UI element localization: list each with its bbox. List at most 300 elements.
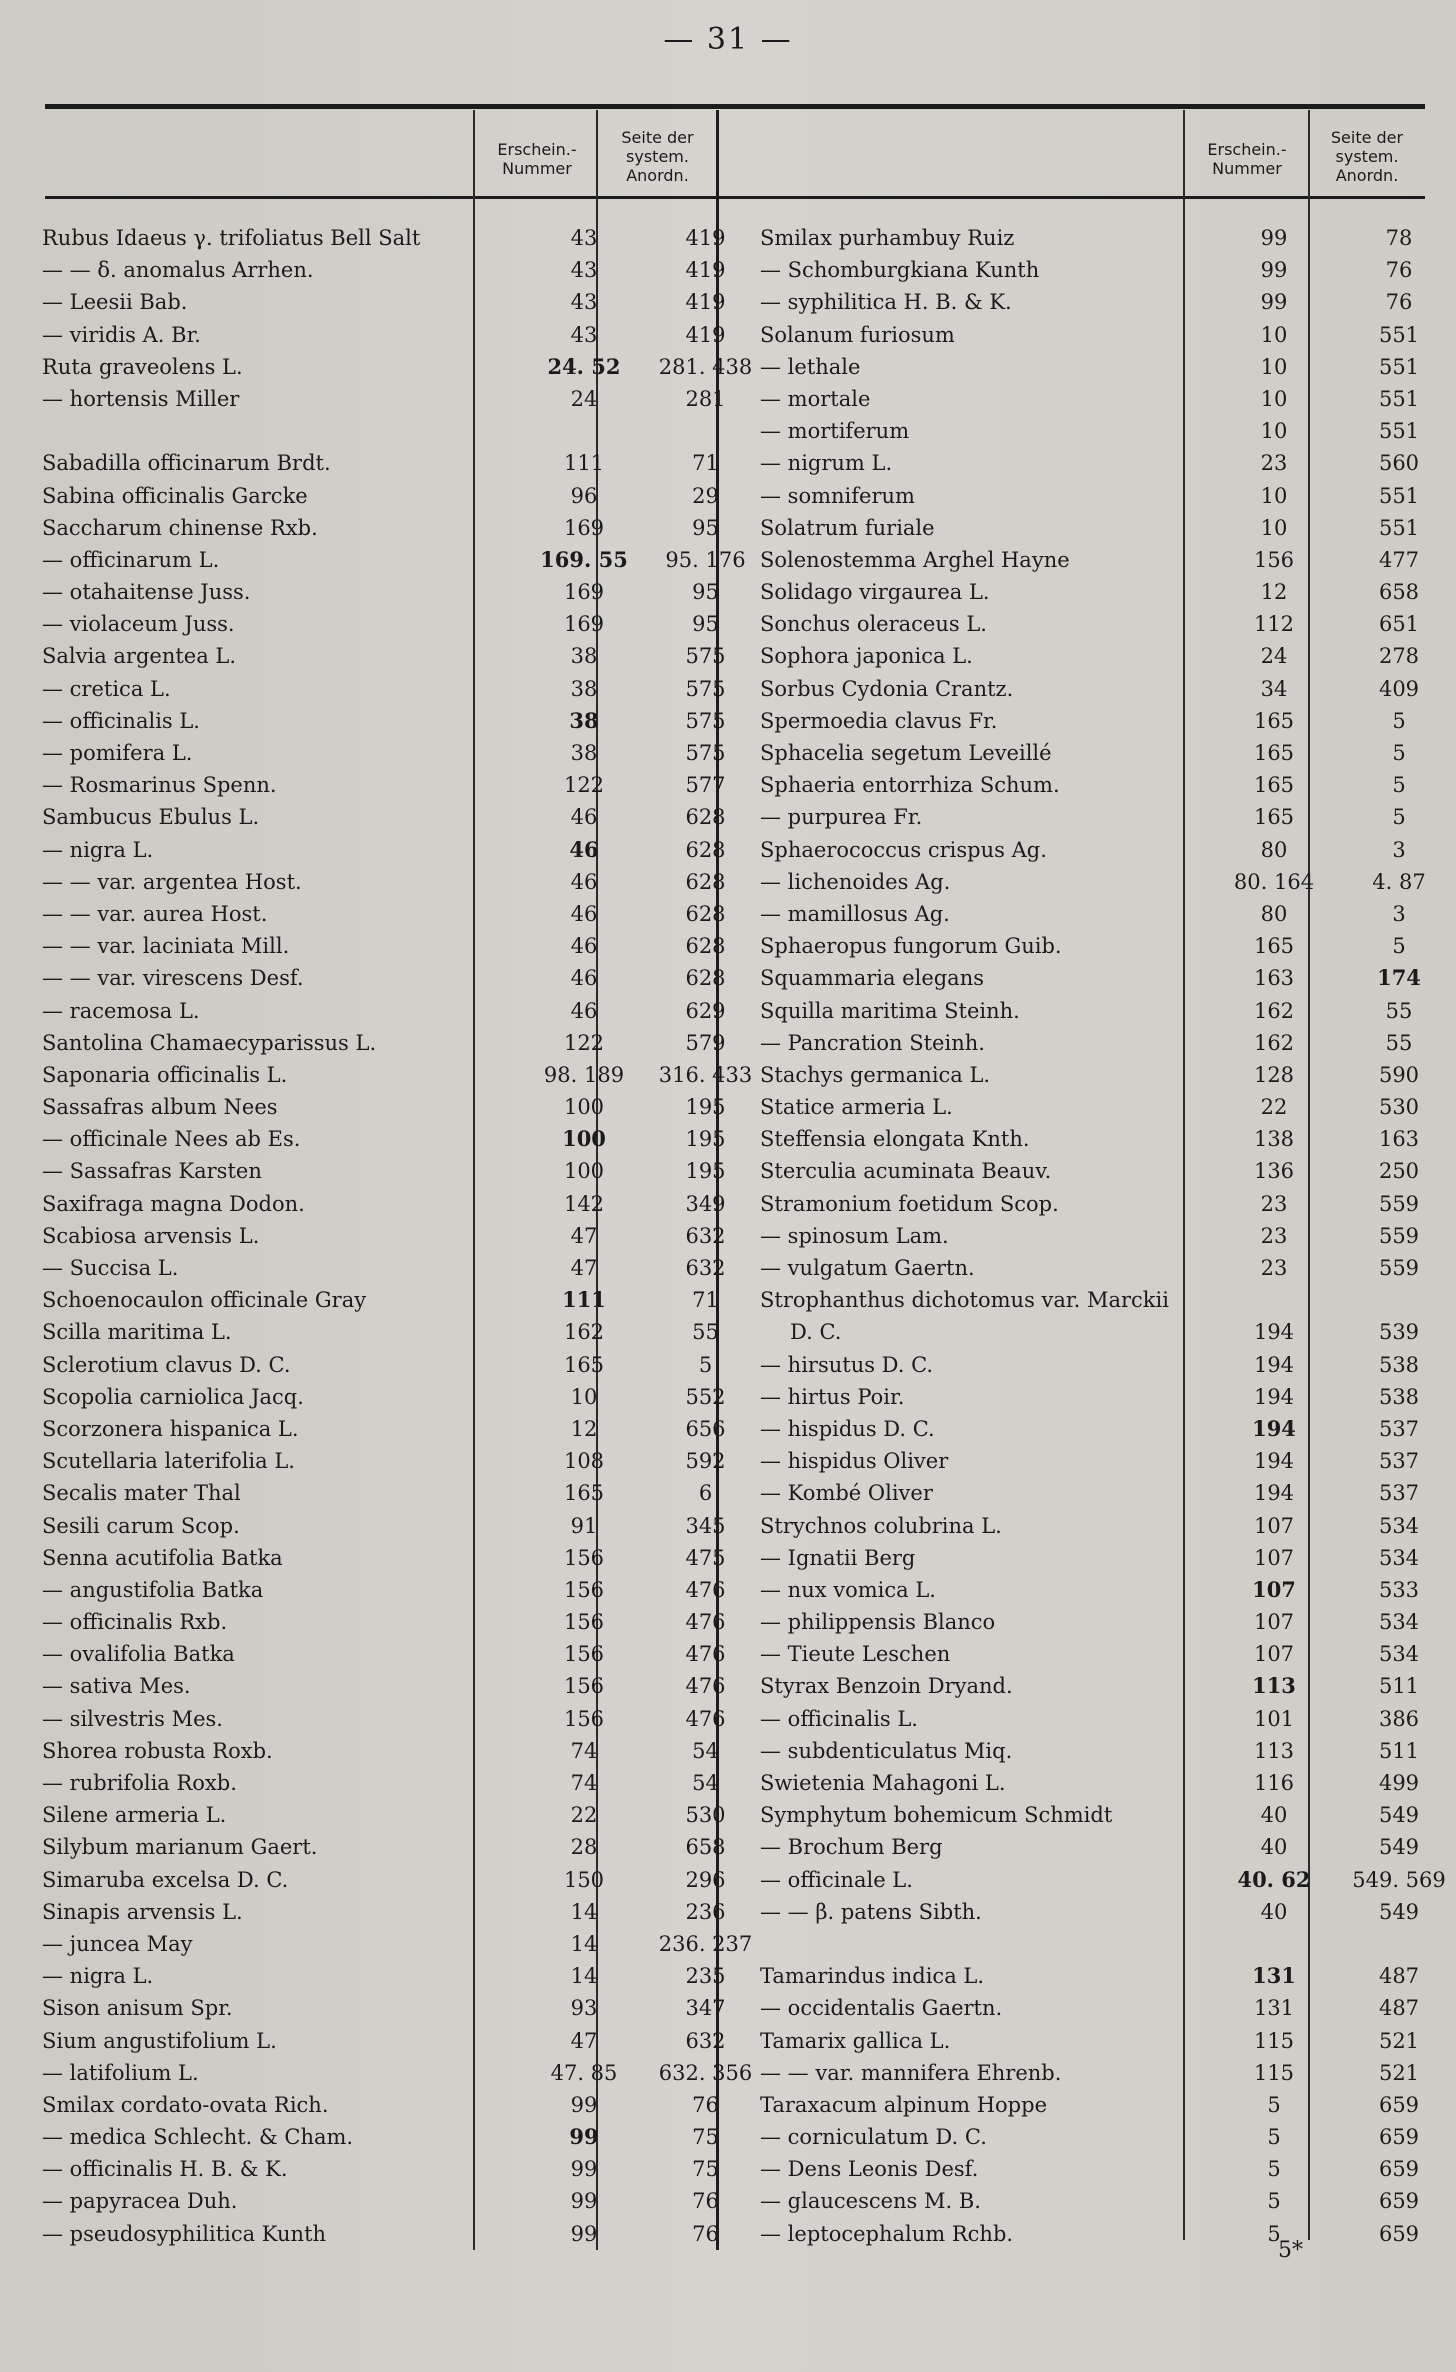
table-row bbox=[42, 1284, 762, 1316]
table-row bbox=[42, 1316, 762, 1348]
plant-name: — Schomburgkiana Kunth bbox=[760, 258, 1040, 283]
plant-name: Santolina Chamaecyparissus L. bbox=[42, 1030, 377, 1055]
page-reference: 475 bbox=[685, 1545, 726, 1570]
plant-name: — lethale bbox=[760, 354, 861, 379]
table-row bbox=[760, 1220, 1456, 1252]
issue-number: 169 bbox=[563, 612, 605, 637]
issue-number: 116 bbox=[1253, 1771, 1295, 1795]
plant-name: — officinale L. bbox=[760, 1867, 913, 1892]
plant-name: Solanum furiosum bbox=[760, 322, 955, 347]
issue-number: 23 bbox=[1260, 1191, 1288, 1216]
plant-name: Sabadilla officinarum Brdt. bbox=[42, 451, 331, 476]
table-row bbox=[42, 1477, 762, 1509]
table-row bbox=[42, 1960, 762, 1992]
plant-name: Scutellaria laterifolia L. bbox=[42, 1449, 295, 1474]
page-reference: 560 bbox=[1378, 451, 1420, 476]
page-reference: 281. 438 bbox=[658, 354, 753, 379]
page-reference: 539 bbox=[1378, 1320, 1420, 1345]
issue-number: 5 bbox=[1267, 2092, 1281, 2117]
page-reference: 5 bbox=[1392, 773, 1406, 798]
table-row bbox=[760, 608, 1456, 640]
issue-number: 165 bbox=[563, 1481, 605, 1506]
issue-number: 47 bbox=[570, 1223, 598, 1248]
page-reference: 5 bbox=[1392, 741, 1406, 765]
table-row bbox=[760, 1896, 1456, 1928]
table-row bbox=[760, 1928, 1456, 1960]
table-row bbox=[760, 1767, 1456, 1799]
table-row bbox=[42, 1638, 762, 1670]
plant-name: Scabiosa arvensis L. bbox=[42, 1223, 260, 1248]
issue-number: 99 bbox=[1260, 290, 1288, 315]
page-reference: 55 bbox=[692, 1320, 719, 1345]
page-reference: 632 bbox=[685, 1256, 726, 1280]
issue-number: 113 bbox=[1253, 1738, 1295, 1763]
table-row bbox=[42, 544, 762, 576]
page-reference: 559 bbox=[1378, 1256, 1420, 1280]
page-reference: 419 bbox=[685, 322, 726, 347]
issue-number: 112 bbox=[1253, 612, 1295, 637]
plant-name: Silene armeria L. bbox=[42, 1803, 227, 1828]
page-reference: 195 bbox=[685, 1127, 726, 1152]
page-reference: 534 bbox=[1378, 1545, 1420, 1570]
page-reference: 476 bbox=[685, 1642, 726, 1667]
plant-name: Taraxacum alpinum Hoppe bbox=[760, 2092, 1047, 2117]
plant-name: — leptocephalum Rchb. bbox=[760, 2221, 1014, 2246]
table-row bbox=[760, 415, 1456, 447]
page-reference: 236 bbox=[685, 1899, 726, 1924]
table-row bbox=[760, 866, 1456, 898]
page-reference: 632 bbox=[685, 1223, 726, 1248]
page-reference: 29 bbox=[692, 483, 719, 508]
page-reference: 551 bbox=[1378, 483, 1420, 508]
issue-number: 24 bbox=[1260, 644, 1288, 669]
issue-number: 34 bbox=[1260, 676, 1288, 701]
page-reference: 530 bbox=[685, 1803, 726, 1828]
issue-number: 98. 189 bbox=[543, 1062, 625, 1087]
table-row bbox=[760, 705, 1456, 737]
issue-number: 194 bbox=[1253, 1481, 1295, 1506]
table-row bbox=[760, 1349, 1456, 1381]
issue-number: 163 bbox=[1253, 966, 1295, 991]
plant-name: Smilax purhambuy Ruiz bbox=[760, 226, 1015, 250]
issue-number: 91 bbox=[570, 1513, 598, 1538]
page-reference: 75 bbox=[692, 2125, 719, 2150]
table-row bbox=[760, 1445, 1456, 1477]
issue-number: 46 bbox=[570, 869, 598, 894]
table-row bbox=[42, 1767, 762, 1799]
page-reference: 521 bbox=[1378, 2060, 1420, 2085]
issue-number: 46 bbox=[569, 836, 599, 862]
page-reference: 628 bbox=[685, 837, 726, 862]
page-reference: 632. 356 bbox=[658, 2060, 753, 2085]
table-top-rule bbox=[45, 104, 1425, 109]
issue-number: 24 bbox=[570, 386, 598, 411]
table-row bbox=[760, 1091, 1456, 1123]
issue-number: 100 bbox=[563, 1159, 605, 1184]
page-reference: 5 bbox=[1392, 708, 1406, 733]
issue-number: 138 bbox=[1253, 1127, 1295, 1152]
plant-name: — mortiferum bbox=[760, 419, 910, 444]
issue-number: 142 bbox=[563, 1191, 605, 1216]
page-reference: 5 bbox=[698, 1352, 713, 1377]
issue-number: 162 bbox=[1253, 998, 1295, 1023]
page-reference: 4. 87 bbox=[1372, 869, 1426, 894]
table-row bbox=[42, 351, 762, 383]
right-index-column bbox=[760, 222, 1456, 2250]
table-row bbox=[760, 769, 1456, 801]
issue-number: 38 bbox=[570, 741, 598, 765]
table-row bbox=[760, 1059, 1456, 1091]
plant-name: Sium angustifolium L. bbox=[42, 2028, 277, 2053]
page-reference: 76 bbox=[692, 2221, 719, 2246]
plant-name: — ovalifolia Batka bbox=[42, 1642, 235, 1667]
page-reference: 579 bbox=[685, 1030, 726, 1055]
page-reference: 628 bbox=[685, 966, 726, 991]
table-row bbox=[42, 415, 762, 447]
table-row bbox=[760, 1831, 1456, 1863]
table-row bbox=[42, 319, 762, 351]
issue-number: 46 bbox=[570, 901, 598, 926]
plant-name: — racemosa L. bbox=[42, 998, 200, 1023]
page-reference: 659 bbox=[1378, 2221, 1420, 2246]
issue-number: 43 bbox=[570, 290, 598, 315]
page-reference: 296 bbox=[685, 1867, 726, 1892]
page-reference: 71 bbox=[692, 451, 719, 476]
plant-name: — Succisa L. bbox=[42, 1256, 179, 1280]
table-row bbox=[760, 1574, 1456, 1606]
page-reference: 419 bbox=[685, 226, 726, 250]
table-row bbox=[760, 2218, 1456, 2250]
table-row bbox=[42, 2057, 762, 2089]
table-row bbox=[42, 866, 762, 898]
page-reference: 656 bbox=[685, 1416, 726, 1441]
issue-number: 10 bbox=[570, 1384, 598, 1409]
plant-name: Statice armeria L. bbox=[760, 1095, 953, 1120]
table-row bbox=[760, 1606, 1456, 1638]
plant-name: — Pancration Steinh. bbox=[760, 1030, 985, 1055]
issue-number: 150 bbox=[563, 1867, 605, 1892]
plant-name: Sison anisum Spr. bbox=[42, 1996, 233, 2021]
table-row bbox=[760, 512, 1456, 544]
plant-name: — — β. patens Sibth. bbox=[760, 1899, 982, 1924]
page-reference: 537 bbox=[1378, 1481, 1420, 1506]
page-reference: 476 bbox=[685, 1674, 726, 1699]
plant-name: — vulgatum Gaertn. bbox=[760, 1256, 975, 1280]
page-reference: 538 bbox=[1378, 1352, 1420, 1377]
page-reference: 476 bbox=[685, 1706, 726, 1731]
plant-name: Stramonium foetidum Scop. bbox=[760, 1191, 1059, 1216]
page-reference: 195 bbox=[685, 1159, 726, 1184]
table-row bbox=[42, 1928, 762, 1960]
issue-number: 5 bbox=[1267, 2221, 1281, 2246]
table-row bbox=[760, 2025, 1456, 2057]
page-reference: 281 bbox=[685, 386, 726, 411]
plant-name: Sphaerococcus crispus Ag. bbox=[760, 837, 1047, 862]
issue-number: 10 bbox=[1260, 483, 1288, 508]
table-row bbox=[760, 1284, 1456, 1316]
issue-number: 99 bbox=[1260, 226, 1288, 250]
page-reference: 537 bbox=[1378, 1449, 1420, 1474]
issue-number: 162 bbox=[563, 1320, 605, 1345]
issue-number: 22 bbox=[570, 1803, 598, 1828]
plant-name: — officinalis H. B. & K. bbox=[42, 2157, 288, 2182]
page-reference: 659 bbox=[1378, 2189, 1420, 2214]
plant-name: Solidago virgaurea L. bbox=[760, 580, 990, 605]
page-reference: 549 bbox=[1378, 1803, 1420, 1828]
table-row bbox=[760, 383, 1456, 415]
issue-number: 38 bbox=[570, 644, 598, 669]
plant-name: — — var. virescens Desf. bbox=[42, 966, 304, 991]
issue-number: 100 bbox=[562, 1126, 606, 1152]
issue-number: 99 bbox=[569, 2124, 599, 2150]
table-row bbox=[42, 995, 762, 1027]
table-row bbox=[42, 1027, 762, 1059]
issue-number: 128 bbox=[1253, 1062, 1295, 1087]
issue-number: 169. 55 bbox=[540, 546, 628, 572]
issue-number: 10 bbox=[1260, 419, 1288, 444]
page-reference: 195 bbox=[685, 1095, 726, 1120]
plant-name: Rubus Idaeus γ. trifoliatus Bell Salt bbox=[42, 226, 421, 250]
plant-name: Strophanthus dichotomus var. Marckii bbox=[760, 1288, 1169, 1313]
table-row bbox=[42, 673, 762, 705]
page-reference: 534 bbox=[1378, 1610, 1420, 1635]
page-reference: 419 bbox=[685, 290, 726, 315]
page-reference: 552 bbox=[685, 1384, 726, 1409]
table-row bbox=[760, 995, 1456, 1027]
page-reference: 628 bbox=[685, 869, 726, 894]
table-row bbox=[760, 962, 1456, 994]
page-reference: 499 bbox=[1378, 1771, 1420, 1795]
issue-number: 165 bbox=[1253, 805, 1295, 830]
page-reference: 71 bbox=[692, 1288, 719, 1313]
table-row bbox=[42, 705, 762, 737]
page-reference: 54 bbox=[692, 1738, 719, 1763]
plant-name: Sambucus Ebulus L. bbox=[42, 805, 260, 830]
plant-name: Sophora japonica L. bbox=[760, 644, 973, 669]
issue-number: 23 bbox=[1260, 451, 1288, 476]
page-reference: 629 bbox=[685, 998, 726, 1023]
plant-name: Sphaeria entorrhiza Schum. bbox=[760, 773, 1060, 798]
table-row bbox=[42, 1059, 762, 1091]
page-reference: 534 bbox=[1378, 1513, 1420, 1538]
page-reference: 349 bbox=[685, 1191, 726, 1216]
table-row bbox=[760, 1413, 1456, 1445]
plant-name: — subdenticulatus Miq. bbox=[760, 1738, 1013, 1763]
plant-name: Sorbus Cydonia Crantz. bbox=[760, 676, 1014, 701]
plant-name: — nigrum L. bbox=[760, 451, 893, 476]
issue-number: 111 bbox=[562, 1287, 606, 1313]
page-reference: 409 bbox=[1378, 676, 1420, 701]
page-reference: 55 bbox=[1385, 998, 1413, 1023]
page-reference: 386 bbox=[1378, 1706, 1420, 1731]
issue-number: 156 bbox=[563, 1706, 605, 1731]
page-reference: 76 bbox=[1385, 290, 1413, 315]
table-row bbox=[42, 1349, 762, 1381]
plant-name: — — var. mannifera Ehrenb. bbox=[760, 2060, 1062, 2085]
plant-name: Spermoedia clavus Fr. bbox=[760, 708, 998, 733]
plant-name: Sabina officinalis Garcke bbox=[42, 483, 308, 508]
page-reference: 575 bbox=[685, 676, 726, 701]
page-reference: 628 bbox=[685, 805, 726, 830]
plant-name: Smilax cordato-ovata Rich. bbox=[42, 2092, 329, 2117]
issue-number: 38 bbox=[569, 707, 599, 733]
issue-number: 194 bbox=[1253, 1320, 1295, 1345]
plant-name: Sinapis arvensis L. bbox=[42, 1899, 243, 1924]
issue-number: 5 bbox=[1267, 2189, 1281, 2214]
issue-number: 107 bbox=[1252, 1576, 1296, 1602]
page-reference: 250 bbox=[1378, 1159, 1420, 1184]
page-reference: 628 bbox=[685, 934, 726, 959]
table-row bbox=[42, 222, 762, 254]
page-reference: 559 bbox=[1378, 1223, 1420, 1248]
page-reference: 174 bbox=[1377, 965, 1421, 991]
plant-name: — officinarum L. bbox=[42, 547, 220, 572]
plant-name: — pomifera L. bbox=[42, 741, 193, 765]
page-reference: 549 bbox=[1378, 1835, 1420, 1860]
issue-number: 40 bbox=[1260, 1899, 1288, 1924]
page-reference: 76 bbox=[1385, 258, 1413, 283]
table-row bbox=[42, 447, 762, 479]
table-row bbox=[760, 1703, 1456, 1735]
table-row bbox=[760, 1188, 1456, 1220]
issue-number: 156 bbox=[563, 1610, 605, 1635]
issue-number: 156 bbox=[1253, 547, 1295, 572]
plant-name: — otahaitense Juss. bbox=[42, 580, 251, 605]
page-reference: 559 bbox=[1378, 1191, 1420, 1216]
table-row bbox=[760, 480, 1456, 512]
table-row bbox=[42, 1155, 762, 1187]
table-row bbox=[42, 2218, 762, 2250]
issue-number: 24. 52 bbox=[547, 353, 621, 379]
table-row bbox=[760, 898, 1456, 930]
plant-name: D. C. bbox=[790, 1320, 842, 1345]
page-reference: 54 bbox=[692, 1771, 719, 1795]
table-row bbox=[42, 608, 762, 640]
table-row bbox=[42, 2025, 762, 2057]
issue-number: 169 bbox=[563, 515, 605, 540]
plant-name: — syphilitica H. B. & K. bbox=[760, 290, 1012, 315]
plant-name: Sphaeropus fungorum Guib. bbox=[760, 934, 1062, 959]
issue-number: 80. 164 bbox=[1233, 869, 1315, 894]
table-row bbox=[760, 673, 1456, 705]
table-header-rule bbox=[45, 196, 1425, 199]
table-row bbox=[42, 1574, 762, 1606]
plant-name: Simaruba excelsa D. C. bbox=[42, 1867, 289, 1892]
plant-name: — juncea May bbox=[42, 1931, 193, 1956]
table-row bbox=[42, 1413, 762, 1445]
issue-number: 46 bbox=[570, 805, 598, 830]
page-reference: 95 bbox=[692, 515, 719, 540]
issue-number: 14 bbox=[570, 1899, 598, 1924]
plant-name: — hirsutus D. C. bbox=[760, 1352, 934, 1377]
plant-name: — officinalis L. bbox=[42, 708, 200, 733]
plant-name: — pseudosyphilitica Kunth bbox=[42, 2221, 327, 2246]
page-reference: 551 bbox=[1378, 354, 1420, 379]
table-row bbox=[760, 1735, 1456, 1767]
plant-name: — hirtus Poir. bbox=[760, 1384, 905, 1409]
table-row bbox=[760, 834, 1456, 866]
plant-name: Squilla maritima Steinh. bbox=[760, 998, 1020, 1023]
plant-name: — — var. laciniata Mill. bbox=[42, 934, 290, 959]
issue-number: 14 bbox=[570, 1964, 598, 1989]
table-row bbox=[760, 222, 1456, 254]
plant-name: — Kombé Oliver bbox=[760, 1481, 933, 1506]
plant-name: — Rosmarinus Spenn. bbox=[42, 773, 277, 798]
table-row bbox=[42, 962, 762, 994]
issue-number: 101 bbox=[1253, 1706, 1295, 1731]
table-row bbox=[760, 286, 1456, 318]
issue-number: 169 bbox=[563, 580, 605, 605]
plant-name: Sesili carum Scop. bbox=[42, 1513, 240, 1538]
table-row bbox=[42, 2185, 762, 2217]
table-row bbox=[760, 2153, 1456, 2185]
issue-number: 5 bbox=[1267, 2157, 1281, 2182]
issue-number: 122 bbox=[563, 1030, 605, 1055]
left-index-column bbox=[42, 222, 762, 2250]
issue-number: 108 bbox=[563, 1449, 605, 1474]
table-row bbox=[42, 898, 762, 930]
issue-number: 194 bbox=[1253, 1352, 1295, 1377]
signature-mark: 5* bbox=[1278, 2238, 1303, 2263]
plant-name: Scopolia carniolica Jacq. bbox=[42, 1384, 304, 1409]
page-reference: 511 bbox=[1378, 1738, 1420, 1763]
table-row bbox=[760, 1992, 1456, 2024]
page-reference: 549 bbox=[1378, 1899, 1420, 1924]
issue-number: 12 bbox=[570, 1416, 598, 1441]
plant-name: — nigra L. bbox=[42, 837, 154, 862]
issue-number: 40 bbox=[1260, 1835, 1288, 1860]
table-row bbox=[42, 1510, 762, 1542]
page-reference: 659 bbox=[1378, 2157, 1420, 2182]
page-reference: 476 bbox=[685, 1577, 726, 1602]
plant-name: Sclerotium clavus D. C. bbox=[42, 1352, 291, 1377]
issue-number: 107 bbox=[1253, 1610, 1295, 1635]
table-row bbox=[42, 383, 762, 415]
issue-number: 165 bbox=[1253, 741, 1295, 765]
left-header-page: Seite der system. Anordn. bbox=[621, 128, 694, 185]
plant-name: Sphacelia segetum Leveillé bbox=[760, 741, 1052, 765]
page-reference: 533 bbox=[1378, 1577, 1420, 1602]
page-reference: 6 bbox=[698, 1481, 713, 1506]
table-row bbox=[760, 1123, 1456, 1155]
issue-number: 5 bbox=[1267, 2125, 1281, 2150]
plant-name: Swietenia Mahagoni L. bbox=[760, 1771, 1006, 1795]
table-row bbox=[42, 1703, 762, 1735]
table-row bbox=[760, 2057, 1456, 2089]
table-row bbox=[42, 1220, 762, 1252]
plant-name: — spinosum Lam. bbox=[760, 1223, 949, 1248]
plant-name: Saponaria officinalis L. bbox=[42, 1062, 288, 1087]
issue-number: 47 bbox=[570, 1256, 598, 1280]
table-row bbox=[760, 1960, 1456, 1992]
issue-number: 165 bbox=[1253, 934, 1295, 959]
plant-name: — corniculatum D. C. bbox=[760, 2125, 987, 2150]
page-reference: 316. 433 bbox=[658, 1062, 753, 1087]
issue-number: 131 bbox=[1252, 1963, 1296, 1989]
issue-number: 74 bbox=[570, 1771, 598, 1795]
plant-name: Shorea robusta Roxb. bbox=[42, 1738, 273, 1763]
issue-number: 80 bbox=[1260, 837, 1288, 862]
issue-number: 46 bbox=[570, 966, 598, 991]
plant-name: — officinalis Rxb. bbox=[42, 1610, 228, 1635]
page-reference: 537 bbox=[1378, 1416, 1420, 1441]
plant-name: — officinale Nees ab Es. bbox=[42, 1127, 301, 1152]
issue-number: 22 bbox=[1260, 1095, 1288, 1120]
page-reference: 659 bbox=[1378, 2092, 1420, 2117]
issue-number: 156 bbox=[563, 1642, 605, 1667]
page-reference: 551 bbox=[1378, 419, 1420, 444]
page-reference: 419 bbox=[685, 258, 726, 283]
